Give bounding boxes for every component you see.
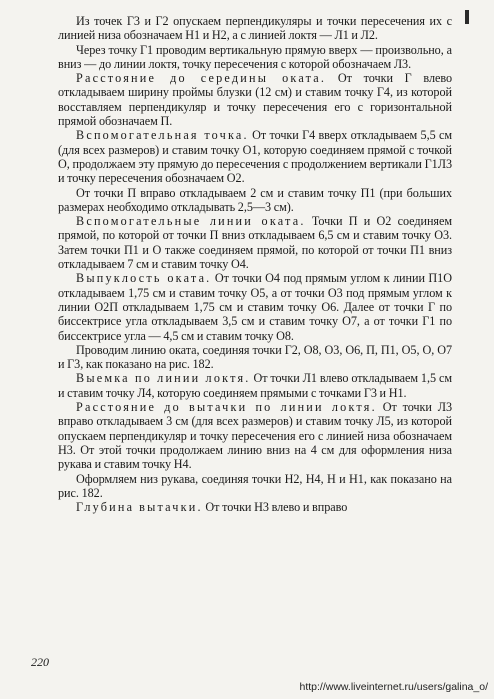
paragraph-text: От точки П вправо откладываем 2 см и ставим точку П1 (при больших размерах необходимо откладывать 2,5—3 см). [58, 185, 452, 214]
paragraph-2 [58, 43, 452, 72]
paragraph-text: От точки Г влево откладываем ширину проймы блузки (12 см) и ставим точку Г4, из которой восставляем перпендикуляр и точку пересечения его с горизонтальной прямой обозначаем П. [58, 71, 452, 129]
paragraph-text: Точки П и О2 соединяем прямой, по которой от точки П вниз откладываем 6,5 см и ставим точку О3. Затем точки П1 и О также соединяем прямой, по которой от точки П1 вниз откладываем 7 см и ставим точку О4. [58, 214, 453, 272]
paragraph-text: Через точку Г1 проводим вертикальную прямую вверх — произвольно, а вниз — до линии локтя, точку пересечения с которой обозначаем Л3. [58, 42, 452, 71]
section-heading: Глубина вытачки. [76, 500, 203, 515]
section-heading: Расстояние до вытачки по линии локтя. [76, 400, 377, 415]
page-body [58, 14, 452, 514]
paragraph-text: Оформляем низ рукава, соединяя точки Н2, Н4, Н и Н1, как показано на рис. 182. [58, 471, 452, 500]
paragraph-text: Проводим линию оката, соединяя точки Г2, О8, О3, О6, П, П1, О5, О, О7 и Г3, как показано на рис. 182. [58, 342, 452, 372]
paragraph-4 [58, 128, 452, 185]
paragraph-8 [58, 343, 452, 372]
paragraph-9 [58, 371, 452, 400]
section-heading: Выемка по линии локтя. [76, 371, 251, 386]
paragraph-6 [58, 214, 452, 271]
section-heading: Расстояние до середины оката. [76, 71, 327, 86]
paragraph-7 [58, 271, 452, 342]
section-heading: Вспомогательная точка. [76, 128, 249, 143]
edge-mark [465, 10, 469, 24]
footer-url[interactable]: http://www.liveinternet.ru/users/galina_o/ [299, 681, 488, 693]
paragraph-12 [58, 500, 452, 514]
paragraph-1 [58, 14, 452, 43]
paragraph-3 [58, 71, 452, 128]
paragraph-5 [58, 186, 452, 215]
paragraph-10 [58, 400, 452, 471]
paragraph-text: От точки Г4 вверх откладываем 5,5 см (для всех размеров) и ставим точку О1, которую соединяем прямой с точкой О, продолжаем эту прямую до пересечения с продолжением вертикали Г1Л3 и точку пересечения обозначаем О2. [58, 128, 452, 186]
paragraph-text: От точки Н3 влево и вправо [202, 500, 348, 515]
paragraph-text: От точки Л1 влево откладываем 1,5 см и ставим точку Л4, которую соединяем прямыми с точками Г3 и Н1. [58, 371, 452, 400]
page-number: 220 [31, 655, 49, 669]
paragraph-text: Из точек Г3 и Г2 опускаем перпендикуляры и точки пересечения их с линией низа обозначаем Н1 и Н2, а с линией локтя — Л1 и Л2. [58, 14, 452, 43]
paragraph-text: От точки Л3 вправо откладываем 3 см (для всех размеров) и ставим точку Л5, из которой опускаем перпендикуляр и точку пересечения его с линией низа обозначаем Н3. От этой точки продолжаем линию вниз на 4 см для оформления низа рукава и ставим точку Н4. [58, 400, 452, 472]
section-heading: Выпуклость оката. [76, 271, 212, 286]
paragraph-text: От точки О4 под прямым углом к линии П1О откладываем 1,75 см и ставим точку О5, а от точки О3 под прямым углом к линии О2П откладываем 1,75 см и ставим точку О6. Далее от точки Г по биссектрисе угла откладываем 3,5 см и ставим точку О7, а от точки Г1 по биссектрисе угла — 4,5 см и ставим точку О8. [58, 271, 452, 343]
section-heading: Вспомогательные линии оката. [76, 214, 306, 229]
paragraph-11 [58, 472, 452, 501]
